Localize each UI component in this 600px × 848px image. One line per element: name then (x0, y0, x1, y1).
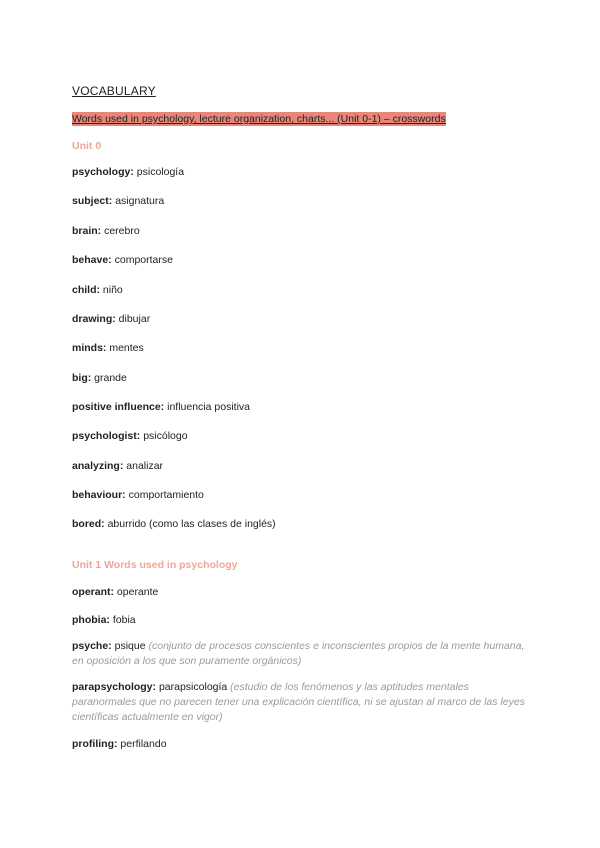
vocab-definition: psicólogo (143, 430, 188, 442)
vocab-definition: cerebro (104, 225, 140, 237)
vocab-definition: psicología (136, 166, 185, 178)
vocab-term: positive influence: (72, 401, 165, 413)
vocab-term: phobia: (72, 614, 110, 626)
vocab-entry (72, 517, 276, 532)
vocab-term: behave: (72, 254, 112, 266)
vocab-term: big: (72, 372, 92, 384)
vocab-definition: grande (94, 372, 127, 384)
vocab-term: profiling: (72, 738, 118, 750)
vocab-entry (72, 253, 173, 268)
vocab-definition: perfilando (120, 738, 167, 750)
vocab-entry (72, 194, 164, 209)
vocab-entry (72, 613, 136, 628)
vocab-entry (72, 165, 184, 180)
vocab-definition: dibujar (118, 313, 151, 325)
vocab-note: (estudio de los fenómenos y las aptitudes mentales paranormales que no parecen tener una explicación científica, ni se ajustan al marco de las leyes científicas actualmente en vigor) (72, 681, 525, 723)
vocab-entry (72, 737, 167, 752)
vocab-term: operant: (72, 586, 114, 598)
vocab-definition: niño (102, 284, 123, 296)
vocab-entry (72, 459, 163, 474)
vocab-definition: analizar (126, 460, 164, 472)
vocab-term: analyzing: (72, 460, 124, 472)
vocab-term: child: (72, 284, 100, 296)
subtitle-text: Words used in psychology, lecture organization, charts... (Unit 0-1) – crosswords (72, 113, 446, 125)
vocab-term: psychology: (72, 166, 134, 178)
vocab-definition: comportamiento (128, 489, 204, 501)
vocab-definition: aburrido (como las clases de inglés) (107, 518, 276, 530)
vocab-term: behaviour: (72, 489, 126, 501)
vocab-entry (72, 400, 250, 415)
unit-1-heading: Unit 1 Words used in psychology (72, 559, 238, 571)
vocab-entry (72, 283, 123, 298)
vocab-term: psychologist: (72, 430, 141, 442)
vocab-entry (72, 680, 530, 725)
vocab-term: psyche: (72, 640, 112, 652)
highlighted-subtitle (72, 113, 446, 125)
vocab-term: brain: (72, 225, 102, 237)
vocab-definition: asignatura (115, 195, 165, 207)
vocab-note: (conjunto de procesos conscientes e inconscientes propios de la mente humana, en oposición a los que son puramente orgánicos) (72, 640, 525, 667)
vocab-term: parapsychology: (72, 681, 157, 693)
page-title: VOCABULARY (72, 84, 156, 98)
vocab-entry (72, 312, 150, 327)
vocab-entry (72, 639, 530, 669)
vocab-term: subject: (72, 195, 113, 207)
vocab-term: bored: (72, 518, 105, 530)
vocab-entry (72, 429, 188, 444)
vocab-definition: mentes (109, 342, 144, 354)
vocab-entry (72, 341, 144, 356)
vocab-entry (72, 371, 127, 386)
vocab-definition: comportarse (114, 254, 173, 266)
vocab-definition: fobia (112, 614, 136, 626)
vocab-entry (72, 224, 140, 239)
vocab-definition: parapsicología (158, 681, 228, 693)
vocab-definition: influencia positiva (167, 401, 250, 413)
vocab-definition: operante (116, 586, 159, 598)
vocab-entry (72, 585, 158, 600)
vocab-term: drawing: (72, 313, 116, 325)
vocab-definition: psique (114, 640, 146, 652)
vocab-term: minds: (72, 342, 107, 354)
unit-0-heading: Unit 0 (72, 140, 102, 152)
vocab-entry (72, 488, 204, 503)
